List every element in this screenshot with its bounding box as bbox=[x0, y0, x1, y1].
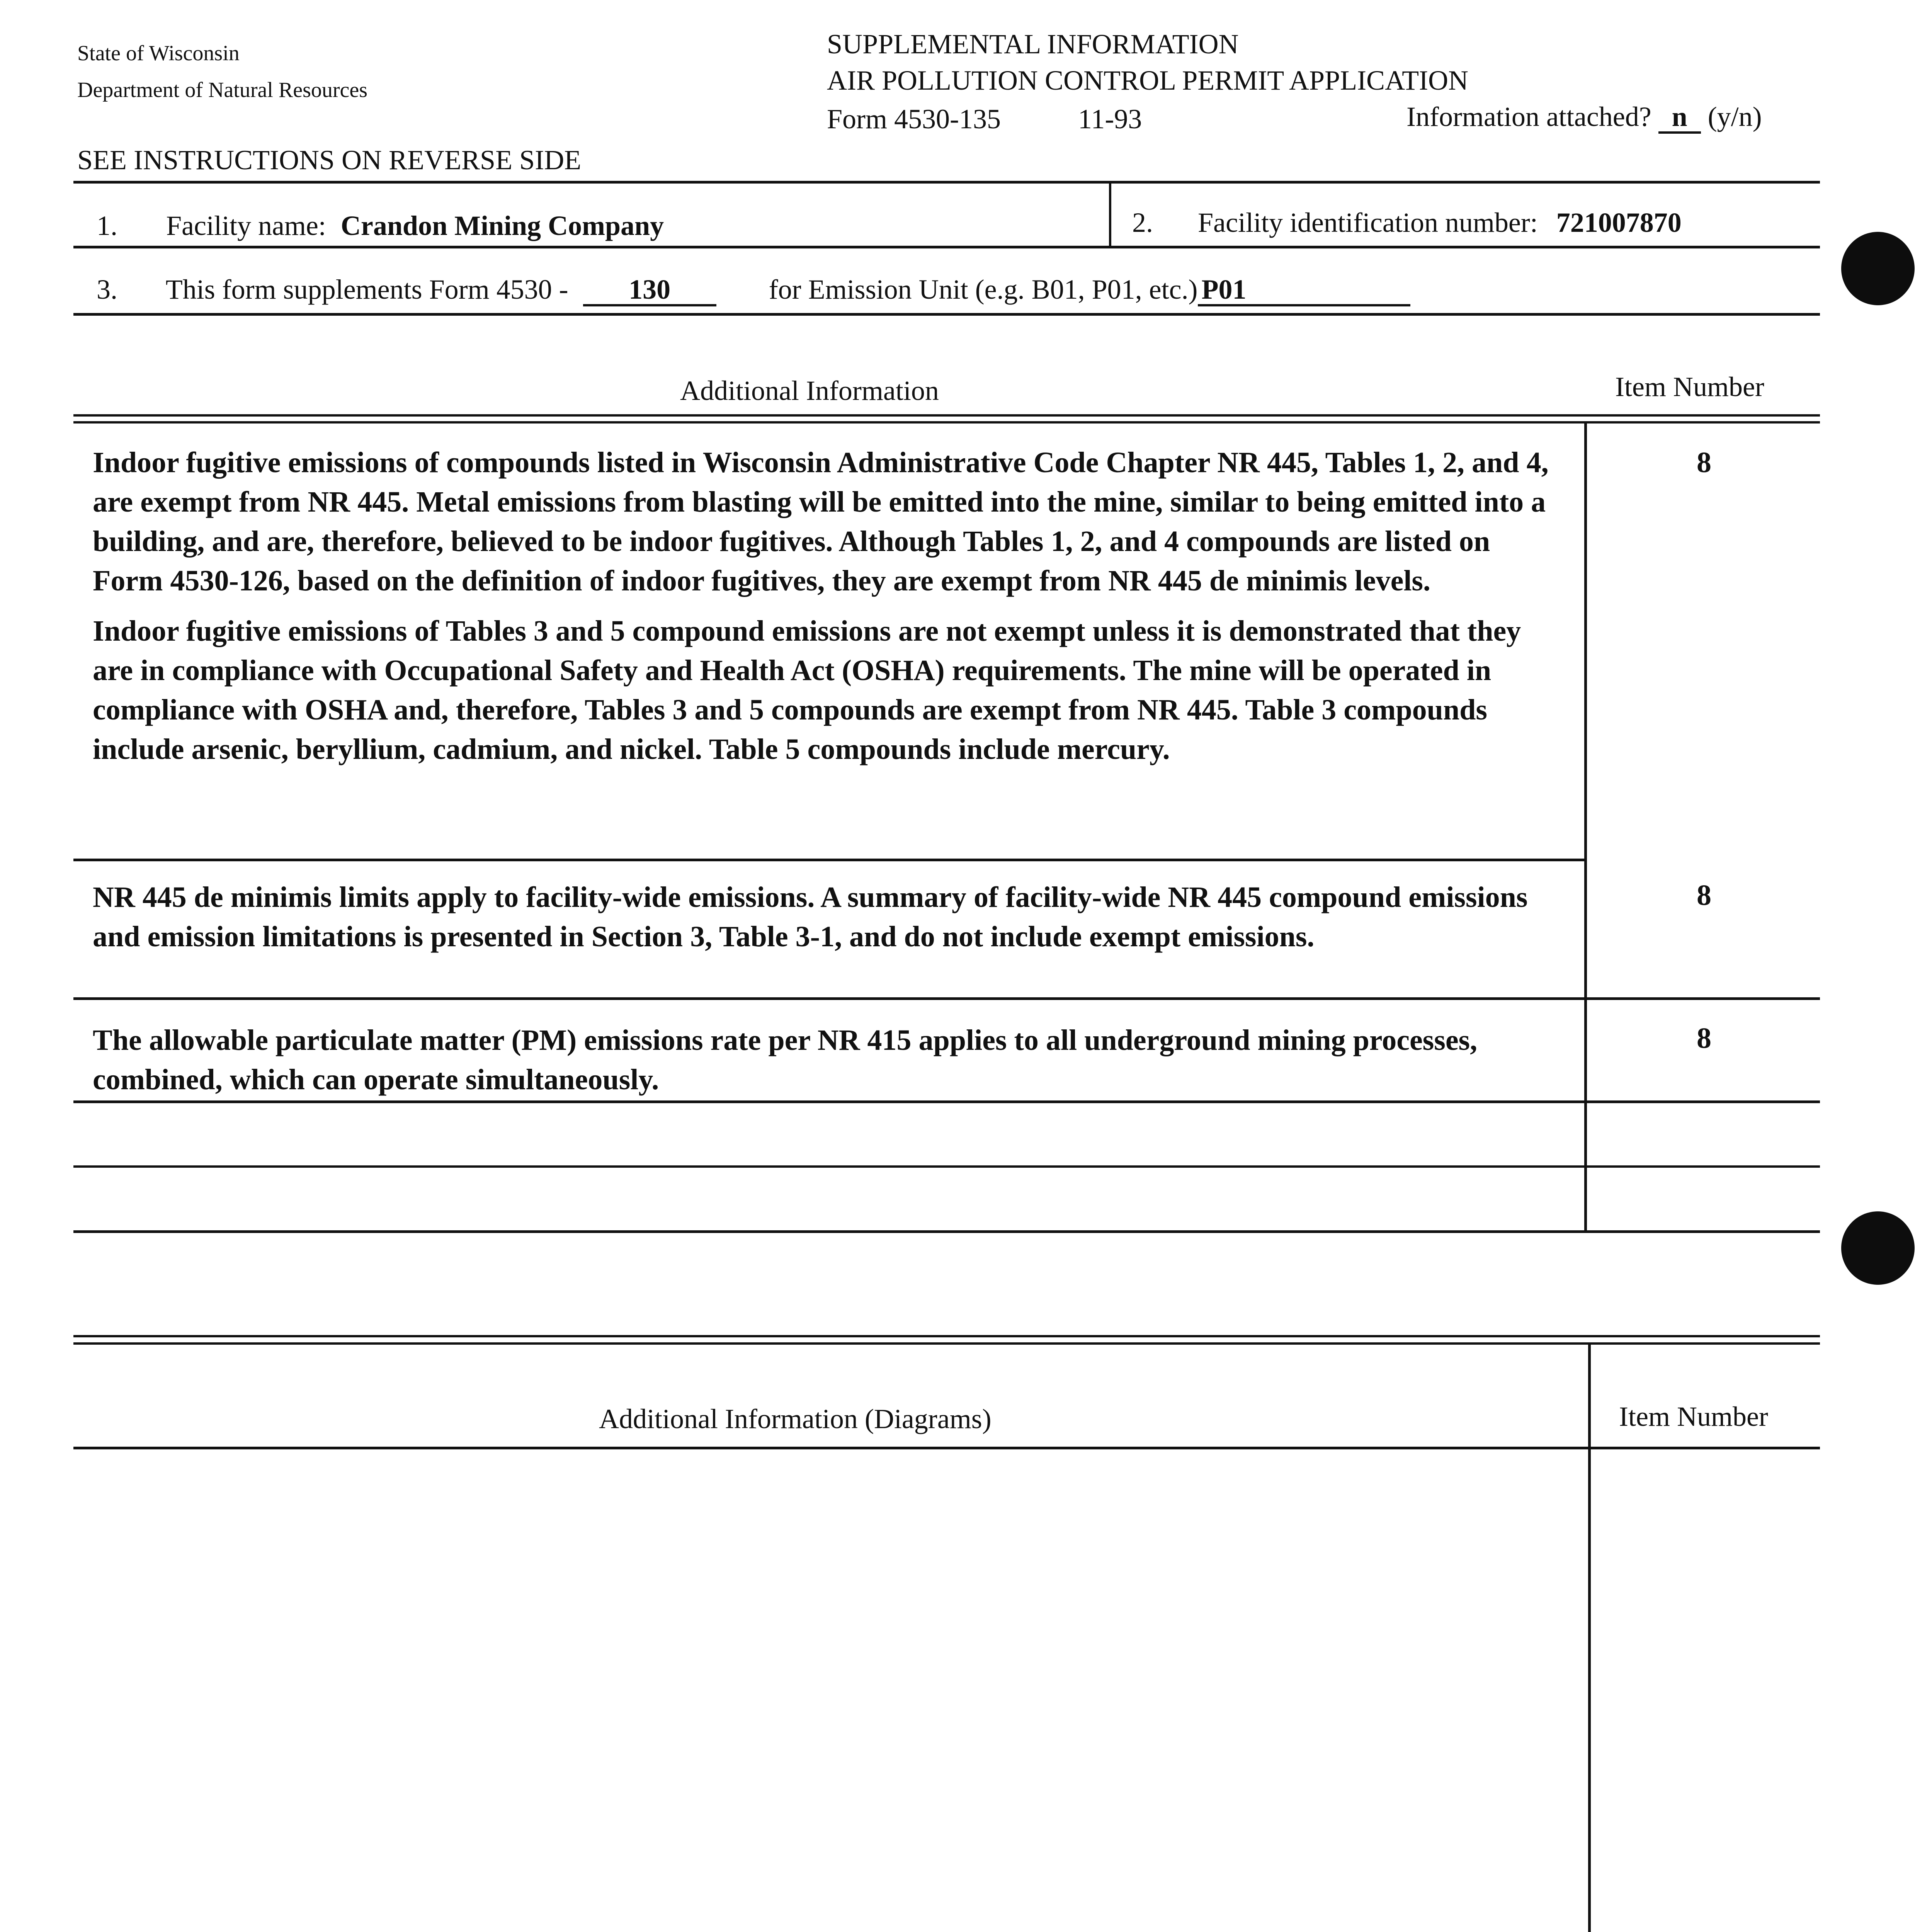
rule-diagrams-top-b bbox=[73, 1342, 1820, 1345]
info-row-2-text bbox=[93, 878, 1565, 967]
instructions-note: SEE INSTRUCTIONS ON REVERSE SIDE bbox=[77, 145, 582, 175]
diagrams-header: Additional Information (Diagrams) bbox=[599, 1403, 992, 1434]
info-row-3-item: 8 bbox=[1697, 1022, 1711, 1054]
facility-name-label: Facility name: bbox=[166, 210, 326, 241]
field-divider bbox=[1109, 182, 1111, 248]
info-row-1-item: 8 bbox=[1697, 446, 1711, 479]
diagrams-area bbox=[77, 1453, 1580, 1932]
info-row-3-text bbox=[93, 1020, 1565, 1110]
form-number: Form 4530-135 bbox=[827, 104, 1001, 134]
rule-row-b-bottom bbox=[73, 997, 1820, 1000]
form-date: 11-93 bbox=[1078, 104, 1142, 134]
binder-hole-middle bbox=[1841, 1211, 1915, 1285]
emission-unit-label: for Emission Unit (e.g. B01, P01, etc.) bbox=[769, 274, 1198, 305]
info-row-1-text bbox=[93, 443, 1565, 780]
info-attached-label: Information attached? bbox=[1406, 101, 1651, 132]
info-attached-value[interactable]: n bbox=[1658, 103, 1701, 134]
rule-header-bottom bbox=[73, 181, 1820, 184]
emission-unit-value[interactable]: P01 bbox=[1198, 276, 1410, 306]
diagrams-item-header: Item Number bbox=[1619, 1401, 1768, 1432]
binder-hole-top bbox=[1841, 232, 1915, 305]
rule-empty-row-1 bbox=[73, 1165, 1820, 1168]
info-row-1-paragraph-1: Indoor fugitive emissions of compounds listed in Wisconsin Administrative Code Chapter NR 445, Tables 1, 2, and 4, are exempt from NR 445. Metal emissions from blasting will be emitted into the mine, similar to being emitted into a building, and are, therefore, believed to be indoor fugitives. Although Tables 1, 2, and 4 compounds are listed on Form 4530-126, based on the definition of indoor fugitives, they are exempt from NR 445 de minimis levels. bbox=[93, 446, 1549, 597]
rule-diagrams-top-a bbox=[73, 1335, 1820, 1337]
table-item-divider bbox=[1584, 423, 1587, 1230]
info-row-2-paragraph-1: NR 445 de minimis limits apply to facility-wide emissions. A summary of facility-wide NR 445 compound emissions and emission limitations is presented in Section 3, Table 3-1, and do not include exempt emissions. bbox=[93, 881, 1528, 953]
facility-id-number: 2. bbox=[1132, 207, 1153, 238]
facility-id-field bbox=[1132, 209, 1682, 236]
facility-id-label: Facility identification number: bbox=[1198, 207, 1538, 238]
supplement-field bbox=[97, 276, 1410, 306]
rule-row1-bottom bbox=[73, 246, 1820, 248]
additional-info-header: Additional Information bbox=[680, 375, 939, 406]
diagrams-item-divider bbox=[1588, 1344, 1591, 1932]
rule-table-top-b bbox=[73, 421, 1820, 423]
form-title-line1: SUPPLEMENTAL INFORMATION bbox=[827, 29, 1239, 60]
info-attached-field bbox=[1406, 103, 1762, 134]
supplement-number: 3. bbox=[97, 274, 117, 305]
rule-diagrams-header-bottom bbox=[73, 1447, 1820, 1449]
additional-info-item-header: Item Number bbox=[1615, 371, 1764, 402]
form-title-line2: AIR POLLUTION CONTROL PERMIT APPLICATION bbox=[827, 65, 1469, 96]
agency-state: State of Wisconsin bbox=[77, 41, 240, 65]
facility-name-number: 1. bbox=[97, 210, 117, 241]
rule-table-top-a bbox=[73, 414, 1820, 417]
supplement-label: This form supplements Form 4530 - bbox=[165, 274, 568, 305]
rule-row3-bottom bbox=[73, 313, 1820, 316]
info-attached-hint: (y/n) bbox=[1708, 101, 1762, 132]
agency-department: Department of Natural Resources bbox=[77, 78, 368, 102]
rule-row-c-bottom bbox=[73, 1100, 1820, 1103]
facility-name-field bbox=[97, 212, 664, 240]
info-row-3-paragraph-1: The allowable particulate matter (PM) emissions rate per NR 415 applies to all underground mining processes, combined, which can operate simultaneously. bbox=[93, 1024, 1478, 1096]
info-row-1-paragraph-2: Indoor fugitive emissions of Tables 3 and 5 compound emissions are not exempt unless it is demonstrated that they are in compliance with Occupational Safety and Health Act (OSHA) requirements. The mine will be operated in compliance with OSHA and, therefore, Tables 3 and 5 compounds are exempt from NR 445. Table 3 compounds include arsenic, beryllium, cadmium, and nickel. Table 5 compounds include mercury. bbox=[93, 615, 1521, 765]
supplement-value[interactable]: 130 bbox=[583, 276, 716, 306]
info-row-2-item: 8 bbox=[1697, 879, 1711, 912]
rule-empty-row-2 bbox=[73, 1230, 1820, 1233]
facility-id-value[interactable]: 721007870 bbox=[1556, 207, 1682, 238]
rule-row-a-bottom bbox=[73, 859, 1584, 861]
facility-name-value[interactable]: Crandon Mining Company bbox=[340, 210, 664, 241]
